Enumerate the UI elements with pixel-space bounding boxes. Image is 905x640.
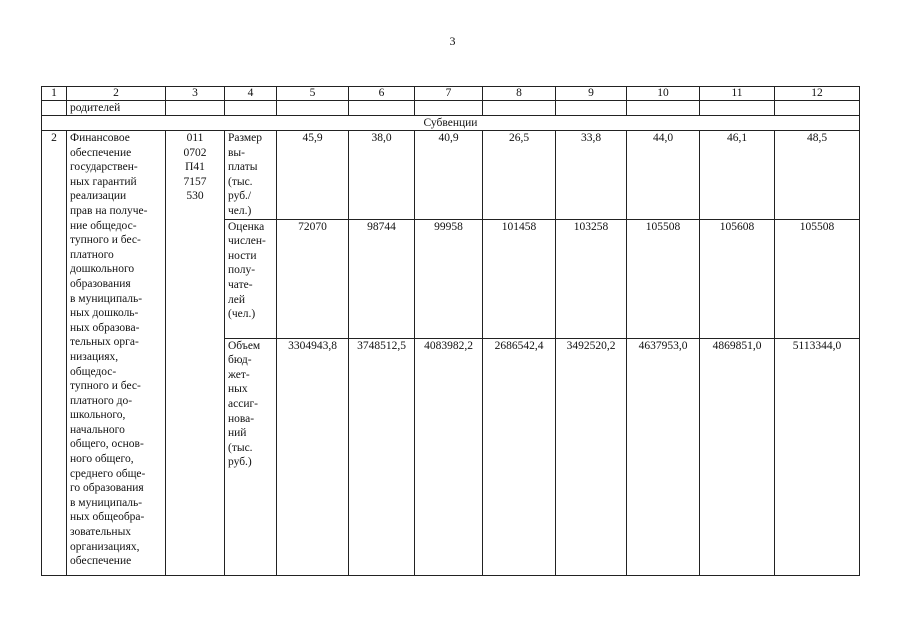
- text-line: ных образова-: [70, 321, 140, 334]
- text-line: ние общедос-: [70, 219, 137, 232]
- row-description: [67, 131, 166, 576]
- value-cell: 4083982,2: [415, 338, 483, 575]
- column-number-cell: 6: [349, 87, 415, 101]
- text-line: нова-: [228, 412, 255, 425]
- text-line: бюд-: [228, 354, 252, 367]
- column-number-cell: 3: [166, 87, 225, 101]
- continuation-text: родителей: [67, 101, 166, 116]
- indicator-name: [225, 338, 277, 575]
- value-cell: 26,5: [483, 131, 556, 220]
- text-line: организациях,: [70, 540, 140, 553]
- text-line: Размер: [228, 132, 263, 144]
- text-line: ных гарантий: [70, 175, 137, 188]
- text-line: платного до-: [70, 394, 133, 407]
- text-line: ных: [228, 383, 248, 396]
- text-line: государствен-: [70, 161, 138, 174]
- text-line: ний: [228, 427, 247, 440]
- text-line: обеспечение: [70, 146, 132, 159]
- value-cell: 105508: [775, 219, 860, 338]
- value-cell: 3748512,5: [349, 338, 415, 575]
- text-line: платы: [228, 161, 258, 174]
- text-line: среднего обще-: [70, 467, 146, 480]
- text-line: 011: [186, 132, 204, 144]
- text-line: чате-: [228, 278, 253, 291]
- value-cell: 3304943,8: [277, 338, 349, 575]
- text-line: 7157: [183, 175, 207, 188]
- column-number-cell: 7: [415, 87, 483, 101]
- text-line: (тыс.: [228, 441, 253, 454]
- value-cell: 101458: [483, 219, 556, 338]
- text-line: вы-: [228, 146, 245, 159]
- budget-code: [166, 131, 225, 576]
- value-cell: 72070: [277, 219, 349, 338]
- text-line: П41: [185, 161, 205, 174]
- budget-table: [41, 86, 860, 576]
- text-line: образования: [70, 277, 131, 290]
- text-line: в муниципаль-: [70, 496, 143, 509]
- value-cell: 105508: [627, 219, 700, 338]
- text-line: ных дошколь-: [70, 307, 139, 320]
- text-line: чел.): [228, 204, 252, 217]
- text-line: обеспечение: [70, 555, 132, 568]
- text-line: (чел.): [228, 308, 256, 321]
- value-cell: 46,1: [700, 131, 775, 220]
- text-line: тельных орга-: [70, 336, 139, 349]
- text-line: прав на получе-: [70, 204, 148, 217]
- text-line: числен-: [228, 235, 266, 248]
- text-line: Объем: [228, 339, 261, 352]
- text-line: дошкольного: [70, 263, 135, 276]
- text-line: школьного,: [70, 409, 126, 422]
- value-cell: 4869851,0: [700, 338, 775, 575]
- column-number-cell: 12: [775, 87, 860, 101]
- text-line: Оценка: [228, 220, 265, 233]
- text-line: начального: [70, 423, 125, 436]
- text-line: ности: [228, 249, 257, 262]
- text-line: тупного и бес-: [70, 234, 141, 247]
- value-cell: 98744: [349, 219, 415, 338]
- text-line: низациях,: [70, 350, 119, 363]
- text-line: го образования: [70, 482, 144, 495]
- continuation-row: [42, 101, 860, 116]
- column-number-cell: 10: [627, 87, 700, 101]
- text-line: (тыс.: [228, 175, 253, 188]
- column-number-row: [42, 87, 860, 101]
- section-title: Субвенции: [42, 116, 860, 131]
- value-cell: 2686542,4: [483, 338, 556, 575]
- text-line: ных общеобра-: [70, 511, 145, 524]
- text-line: полу-: [228, 264, 256, 277]
- value-cell: 3492520,2: [556, 338, 627, 575]
- value-cell: 40,9: [415, 131, 483, 220]
- text-line: платного: [70, 248, 114, 261]
- column-number-cell: 9: [556, 87, 627, 101]
- column-number-cell: 11: [700, 87, 775, 101]
- value-cell: 38,0: [349, 131, 415, 220]
- text-line: 530: [186, 190, 204, 203]
- text-line: 0702: [183, 146, 207, 159]
- value-cell: 48,5: [775, 131, 860, 220]
- column-number-cell: 5: [277, 87, 349, 101]
- value-cell: 44,0: [627, 131, 700, 220]
- text-line: в муниципаль-: [70, 292, 143, 305]
- column-number-cell: 4: [225, 87, 277, 101]
- value-cell: 45,9: [277, 131, 349, 220]
- column-number-cell: 8: [483, 87, 556, 101]
- text-line: тупного и бес-: [70, 380, 141, 393]
- text-line: Финансовое: [70, 132, 130, 144]
- value-cell: 5113344,0: [775, 338, 860, 575]
- row-number: 2: [42, 131, 67, 576]
- text-line: общедос-: [70, 365, 117, 378]
- value-cell: 103258: [556, 219, 627, 338]
- text-line: жет-: [228, 368, 250, 381]
- text-line: руб.): [228, 456, 252, 469]
- text-line: реализации: [70, 190, 127, 203]
- column-number-cell: 1: [42, 87, 67, 101]
- value-cell: 105608: [700, 219, 775, 338]
- text-line: руб./: [228, 190, 252, 203]
- text-line: общего, основ-: [70, 438, 144, 451]
- text-line: зовательных: [70, 526, 132, 539]
- section-row: [42, 116, 860, 131]
- text-line: ассиг-: [228, 397, 259, 410]
- value-cell: 4637953,0: [627, 338, 700, 575]
- value-cell: 99958: [415, 219, 483, 338]
- text-line: ного общего,: [70, 453, 134, 466]
- column-number-cell: 2: [67, 87, 166, 101]
- page-number: 3: [449, 34, 456, 48]
- indicator-name: [225, 219, 277, 338]
- value-cell: 33,8: [556, 131, 627, 220]
- indicator-name: [225, 131, 277, 220]
- indicator-row: [42, 131, 860, 220]
- text-line: лей: [228, 293, 245, 306]
